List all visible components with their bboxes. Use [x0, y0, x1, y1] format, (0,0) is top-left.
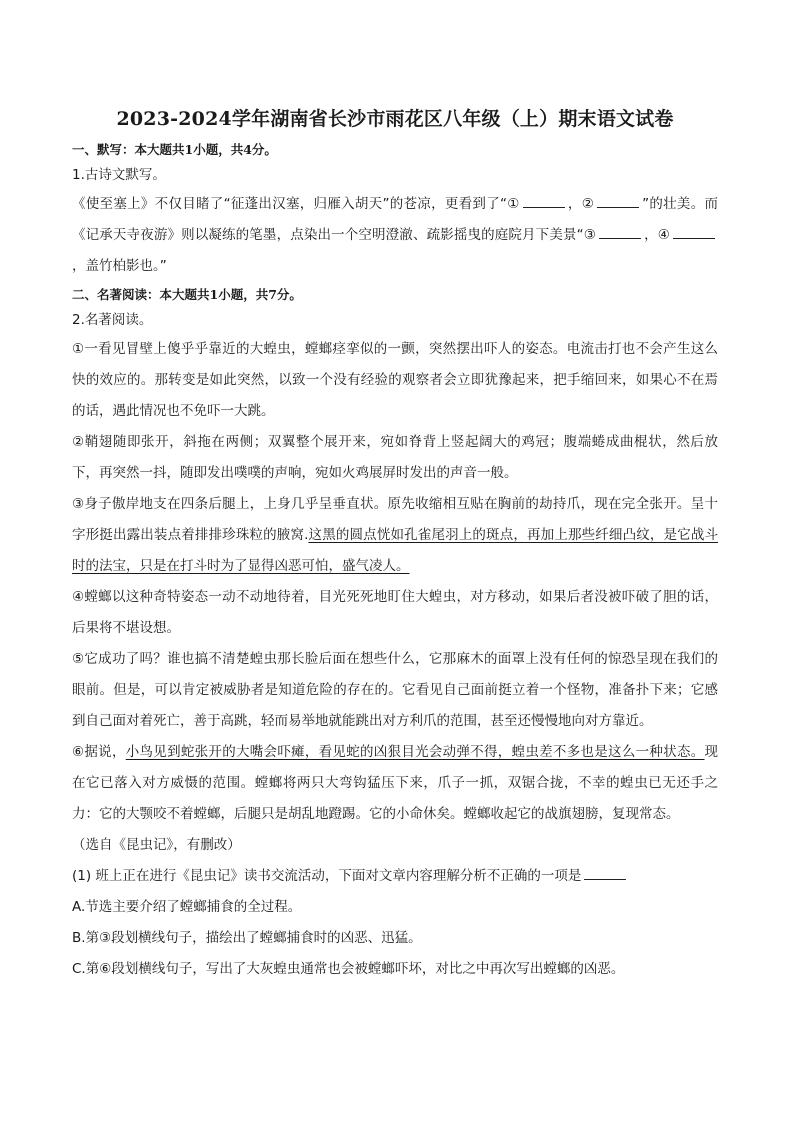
passage-paragraph-3 — [72, 489, 718, 582]
answer-blank-4 — [673, 223, 715, 239]
option-c: C.第⑥段划横线句子，写出了大灰蝗虫通常也会被螳螂吓坏，对比之中再次写出螳螂的凶恶。 — [72, 961, 625, 977]
answer-blank-2 — [597, 192, 639, 208]
answer-blank-1 — [523, 192, 565, 208]
question-2-title: 2.名著阅读。 — [72, 312, 153, 328]
sub-question-1-text: (1) 班上正在进行《昆虫记》读书交流活动，下面对文章内容理解分析不正确的一项是 — [72, 868, 582, 884]
sub-question-1 — [72, 861, 718, 892]
q1-text-part2: ，② — [567, 196, 595, 212]
option-a: A.节选主要介绍了螳螂捕食的全过程。 — [72, 899, 302, 915]
passage-paragraph-2: ②鞘翅随即张开，斜拖在两侧；双翼整个展开来，宛如脊背上竖起阔大的鸡冠；腹端蜷成曲棍状，然后放下，再突然一抖，随即发出噗噗的声响，宛如火鸡展屏时发出的声音一般。 — [72, 434, 718, 481]
answer-blank-3 — [599, 223, 641, 239]
section-1-heading: 一、默写：本大题共1小题，共4分。 — [72, 142, 277, 157]
passage-paragraph-4: ④螳螂以这种奇特姿态一动不动地待着，目光死死地盯住大蝗虫，对方移动，如果后者没被吓破了胆的话，后果将不堪设想。 — [72, 589, 718, 636]
answer-blank-sub1 — [584, 864, 626, 880]
para6-underlined-sentence: 小鸟见到蛇张开的大嘴会吓瘫，看见蛇的凶狠目光会动弹不得，蝗虫差不多也是这么一种状态。 — [125, 744, 705, 760]
para6-start-text: ⑥据说， — [72, 744, 126, 760]
q1-text-part5: ，盖竹柏影也。” — [72, 258, 167, 274]
para3-plain-text: ③身子傲岸地支在四条后腿上，上身几乎呈垂直状。原先收缩相互贴在胸前的劫持爪，现在完全张开。呈十字形挺出露出装点着排排珍珠粒的腋窝. — [72, 496, 718, 543]
passage-source: （选自《昆虫记》，有删改） — [72, 837, 241, 853]
section-2-heading: 二、名著阅读：本大题共1小题，共7分。 — [72, 287, 302, 302]
exam-title: 2023-2024学年湖南省长沙市雨花区八年级（上）期末语文试卷 — [116, 108, 674, 130]
q1-text-part4: ，④ — [643, 227, 670, 243]
question-1-title: 1.古诗文默写。 — [72, 167, 166, 183]
option-b: B.第③段划横线句子，描绘出了螳螂捕食时的凶恶、迅猛。 — [72, 930, 422, 946]
para6-rest-text: 现在它已落入对方威慑的范围。螳螂将两只大弯钩猛压下来，爪子一抓，双锯合拢，不幸的蝗虫已无还手之力：它的大颚咬不着螳螂，后腿只是胡乱地蹬踢。它的小命休矣。螳螂收起它的战旗翅膀，复现常态。 — [72, 744, 719, 822]
q1-text-part3: ”的壮美。而《记承天寺夜游》则以凝练的笔墨，点染出一个空明澄澈、疏影摇曳的庭院月下美景“③ — [72, 196, 718, 243]
passage-paragraph-1: ①一看见冒壁上傻乎乎靠近的大蝗虫，螳螂痉挛似的一颤，突然摆出吓人的姿态。电流击打也不会产生这么快的效应的。那转变是如此突然，以致一个没有经验的观察者会立即犹豫起来，把手缩回来，如果心不在焉的话，遇此情况也不免吓一大跳。 — [72, 341, 718, 419]
passage-paragraph-6 — [72, 737, 718, 830]
passage-paragraph-5: ⑤它成功了吗？谁也搞不清楚蝗虫那长脸后面在想些什么，它那麻木的面罩上没有任何的惊恐呈现在我们的眼前。但是，可以肯定被威胁者是知道危险的存在的。它看见自己面前挺立着一个怪物，准备扑下来；它感到自己面对着死亡，善于高跳，轻而易举地就能跳出对方利爪的范围，甚至还慢慢地向对方靠近。 — [72, 651, 718, 729]
para3-underlined-sentence: 这黑的圆点恍如孔雀尾羽上的斑点，再加上那些纤细凸纹，是它战斗时的法宝，只是在打斗时为了显得凶恶可怕，盛气凌人。 — [72, 527, 719, 574]
question-1-body — [72, 189, 718, 282]
q1-text-part1: 《使至塞上》不仅目睹了“征蓬出汉塞，归雁入胡天”的苍凉，更看到了“① — [72, 196, 520, 212]
